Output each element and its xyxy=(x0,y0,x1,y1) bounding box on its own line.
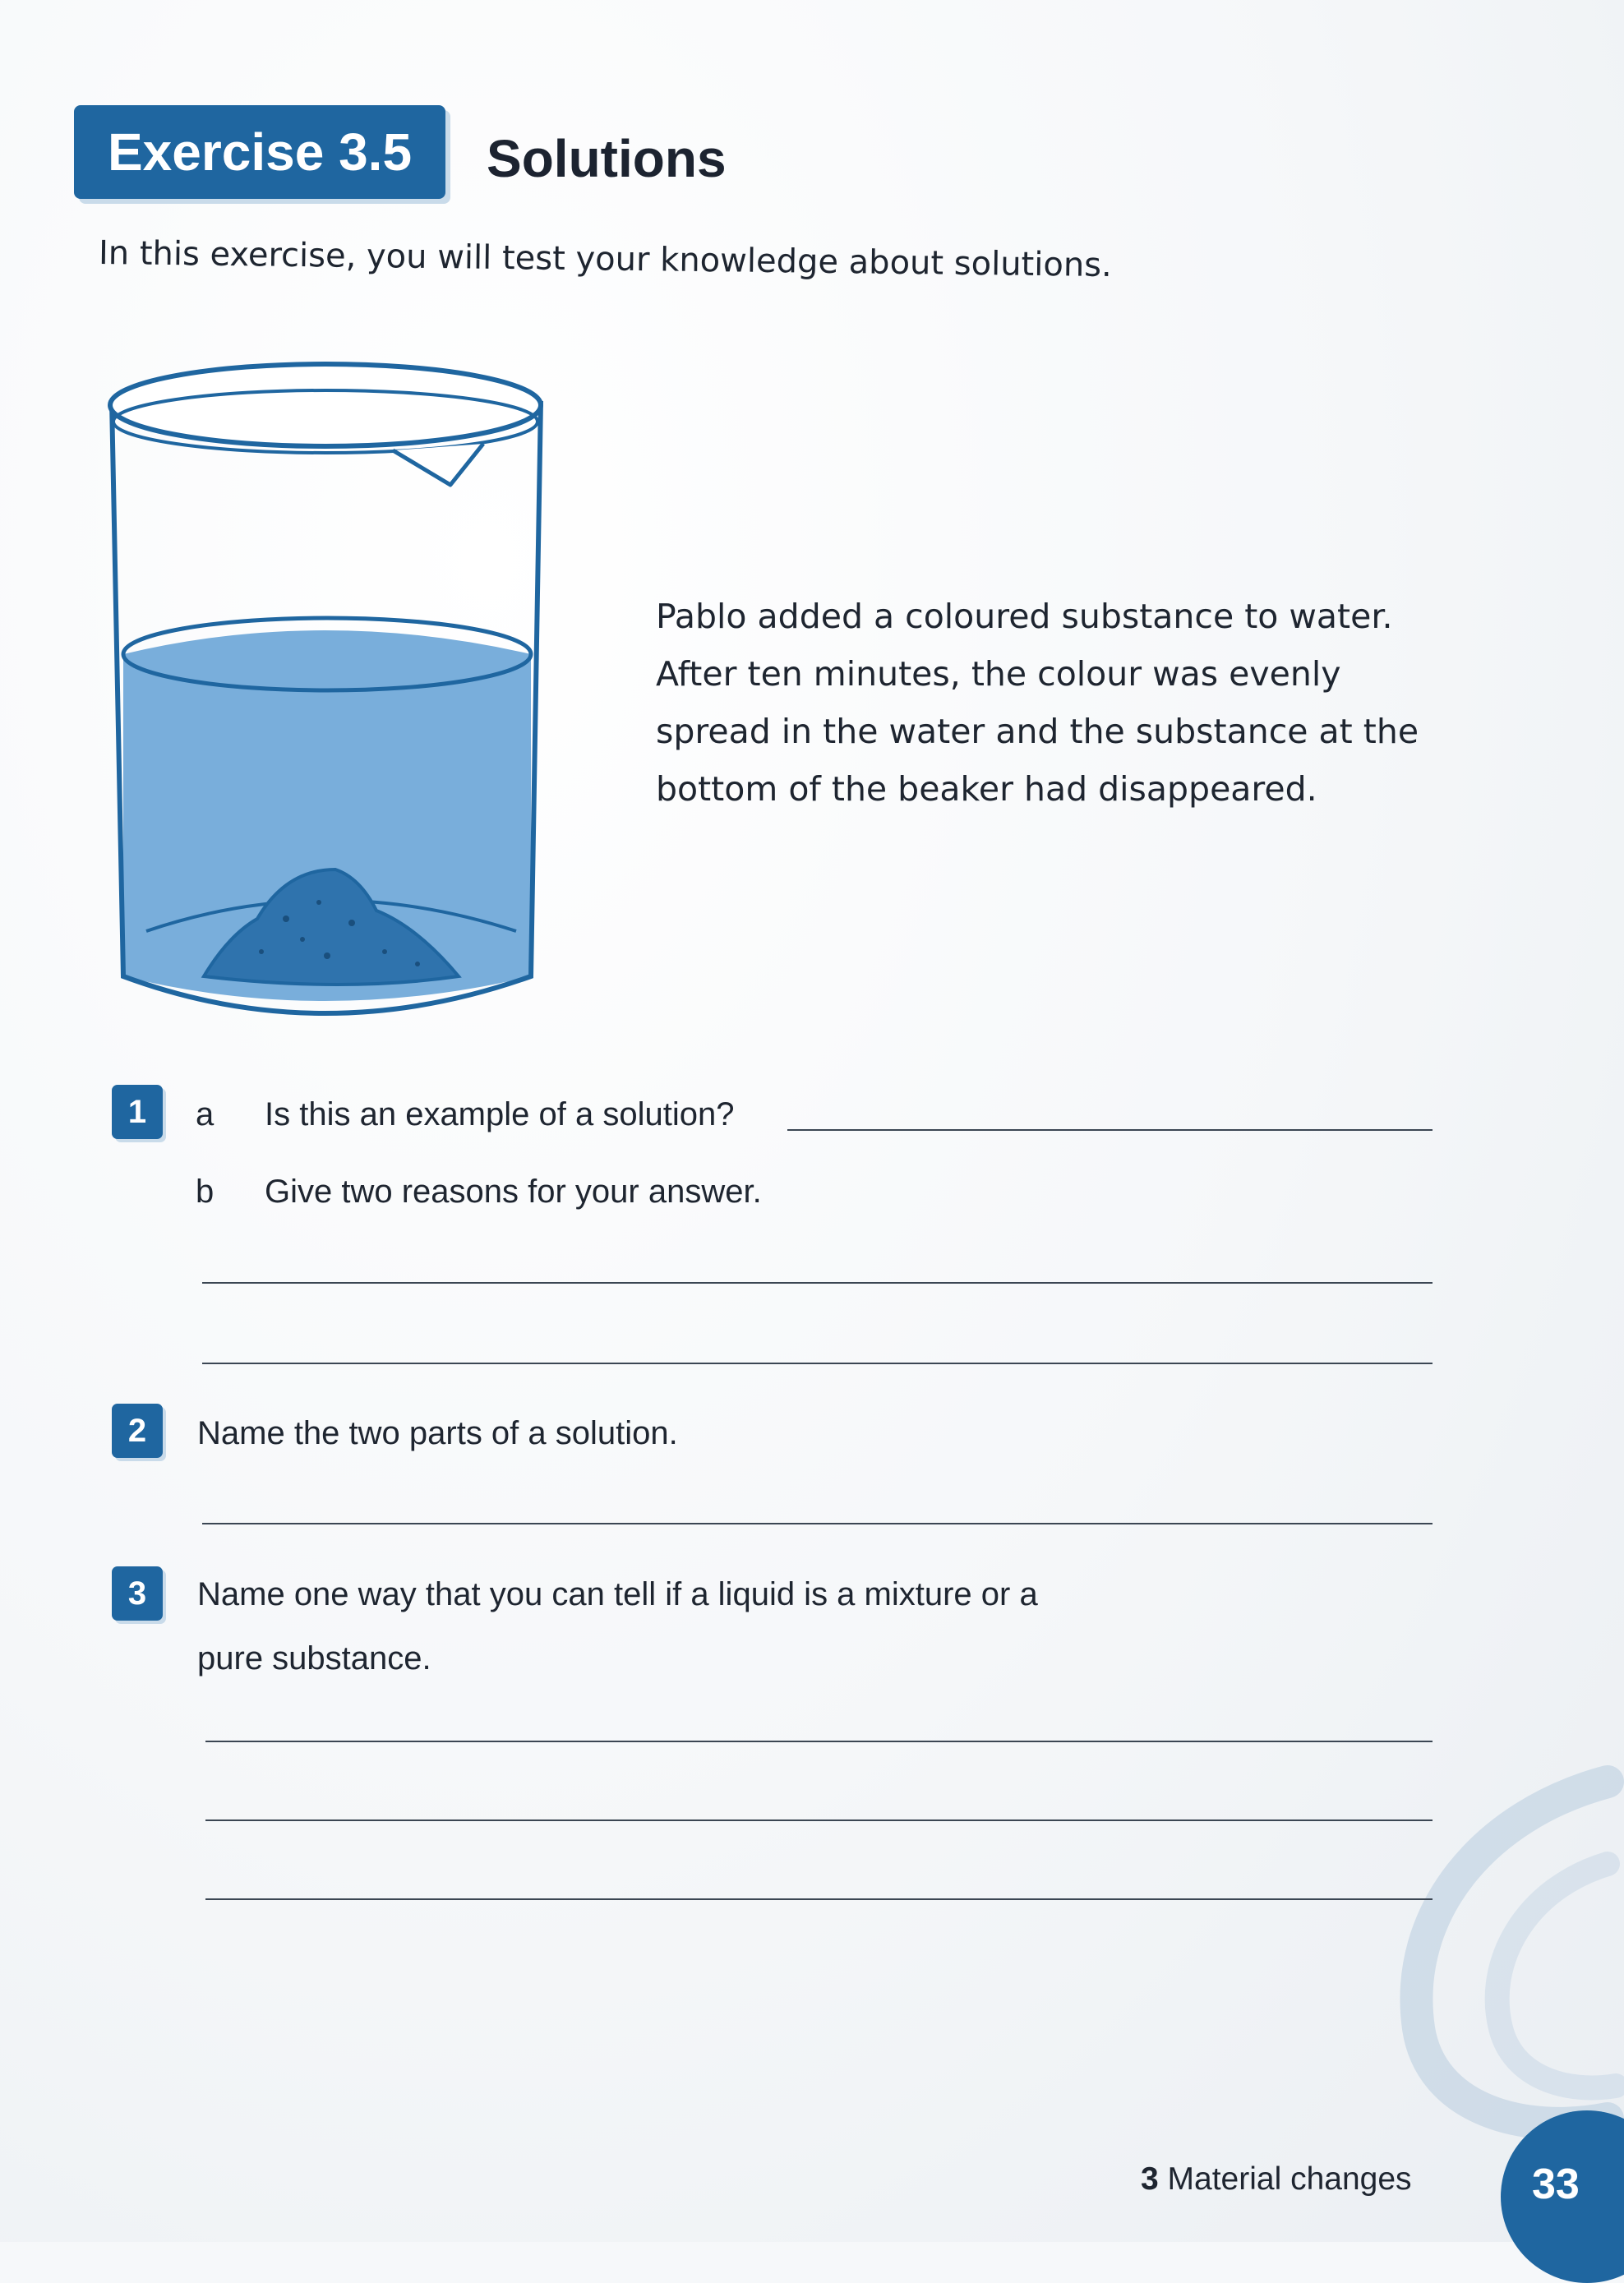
intro-text: In this exercise, you will test your knowledge about solutions. xyxy=(98,234,1113,285)
question-1a-text: Is this an example of a solution? xyxy=(265,1096,735,1132)
answer-line-1b-2[interactable] xyxy=(202,1363,1433,1364)
part-letter-a: a xyxy=(196,1096,215,1132)
scenario-line: Pablo added a coloured substance to water. xyxy=(656,597,1393,636)
question-number-2: 2 xyxy=(112,1404,163,1458)
exercise-title: Solutions xyxy=(487,129,727,188)
scenario-line: spread in the water and the substance at the xyxy=(656,712,1419,751)
answer-line-3-2[interactable] xyxy=(205,1819,1433,1821)
exercise-badge: Exercise 3.5 xyxy=(74,105,445,199)
answer-line-2[interactable] xyxy=(202,1523,1433,1524)
question-number-3: 3 xyxy=(112,1566,163,1621)
page-number: 33 xyxy=(1532,2161,1580,2208)
question-2-text: Name the two parts of a solution. xyxy=(197,1415,678,1451)
chapter-number: 3 xyxy=(1141,2161,1159,2197)
question-number-1: 1 xyxy=(112,1085,163,1139)
part-letter-b: b xyxy=(196,1174,215,1210)
answer-line-1a[interactable] xyxy=(787,1129,1433,1131)
question-1b-text: Give two reasons for your answer. xyxy=(265,1174,762,1210)
scenario-text xyxy=(656,588,1445,818)
question-3-text-line1: Name one way that you can tell if a liquid is a mixture or a xyxy=(197,1576,1038,1612)
beaker-icon xyxy=(97,344,557,1034)
footer-chapter xyxy=(1141,2161,1412,2198)
scenario-line: After ten minutes, the colour was evenly xyxy=(656,654,1341,694)
scenario-line: bottom of the beaker had disappeared. xyxy=(656,769,1317,809)
question-3-text-line2: pure substance. xyxy=(197,1640,431,1677)
answer-line-3-3[interactable] xyxy=(205,1898,1433,1900)
chapter-title: Material changes xyxy=(1167,2161,1412,2197)
answer-line-1b-1[interactable] xyxy=(202,1282,1433,1284)
decorative-swirl-icon xyxy=(1279,1765,1624,2143)
answer-line-3-1[interactable] xyxy=(205,1741,1433,1742)
